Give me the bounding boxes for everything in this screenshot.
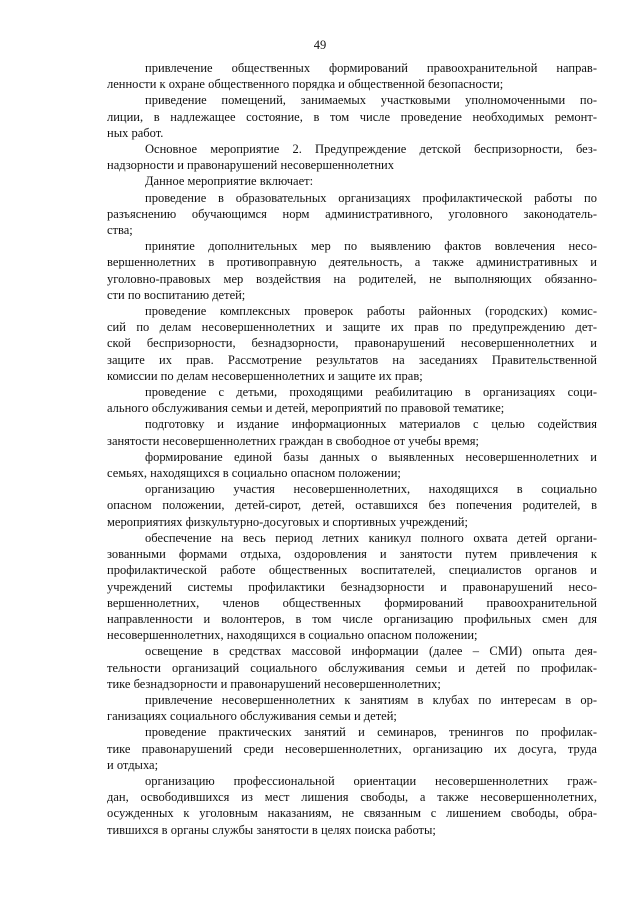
paragraph-line: подготовку и издание информационных материалов с целью содействия	[145, 417, 597, 432]
paragraph	[107, 384, 597, 416]
paragraph	[107, 303, 597, 384]
paragraph	[107, 530, 597, 643]
paragraph-line: дан, освободившихся из мест лишения свободы, а также несовершеннолетних,	[107, 790, 597, 805]
paragraph-line: комиссии по делам несовершеннолетних и защите их прав;	[107, 368, 423, 383]
paragraph	[107, 481, 597, 530]
paragraph-line: обеспечение на весь период летних каникул полного охвата детей органи-	[145, 530, 597, 545]
paragraph-line: привлечение несовершеннолетних к занятиям в клубах по интересам в ор-	[145, 692, 597, 707]
paragraph-line: проведение практических занятий и семинаров, тренингов по профилак-	[145, 725, 597, 740]
paragraph-line: профилактической работе общественных воспитателей, специалистов органов и	[107, 563, 597, 578]
paragraph	[107, 643, 597, 692]
paragraph-line: ской беспризорности, безнадзорности, правонарушений несовершеннолетних и	[107, 336, 597, 351]
paragraph-line: тельности организаций социального обслуживания семьи и детей по профилак-	[107, 660, 597, 675]
paragraph-line: и отдыха;	[107, 757, 159, 772]
paragraph-line: Данное мероприятие включает:	[145, 174, 314, 189]
paragraph-line: уголовно-правовых мер воздействия на родителей, не выполняющих обязанно-	[107, 271, 597, 286]
paragraph-line: проведение в образовательных организациях профилактической работы по	[145, 190, 597, 205]
paragraph-line: семьях, находящихся в социально опасном положении;	[107, 466, 401, 481]
body-text	[107, 60, 597, 838]
paragraph-line: вершеннолетних в противоправную деятельность, а также административных и	[107, 255, 597, 270]
paragraph-line: принятие дополнительных мер по выявлению фактов вовлечения несо-	[145, 239, 597, 254]
paragraph-line: привлечение общественных формирований правоохранительной направ-	[145, 61, 597, 75]
paragraph	[107, 173, 597, 189]
paragraph-line: тившихся в органы службы занятости в целях поиска работы;	[107, 822, 436, 837]
paragraph	[107, 92, 597, 141]
paragraph-line: проведение комплексных проверок работы районных (городских) комис-	[145, 304, 597, 319]
paragraph	[107, 238, 597, 303]
paragraph	[107, 449, 597, 481]
paragraph-line: сий по делам несовершеннолетних и защите их прав по предупреждению дет-	[107, 320, 597, 335]
paragraph-line: приведение помещений, занимаемых участковыми уполномоченными по-	[145, 93, 597, 108]
paragraph-line: ганизациях социального обслуживания семьи и детей;	[107, 709, 397, 724]
paragraph-line: занятости несовершеннолетних граждан в свободное от учебы время;	[107, 433, 479, 448]
paragraph-line: надзорности и правонарушений несовершеннолетних	[107, 158, 394, 173]
paragraph	[107, 141, 597, 173]
paragraph-line: направленности и волонтеров, в том числе организацию профильных смен для	[107, 611, 597, 626]
paragraph	[107, 773, 597, 838]
paragraph-line: Основное мероприятие 2. Предупреждение детской беспризорности, без-	[145, 142, 597, 157]
paragraph-line: лиции, в надлежащее состояние, в том числе проведение необходимых ремонт-	[107, 109, 597, 124]
paragraph	[107, 60, 597, 92]
paragraph-line: несовершеннолетних, находящихся в социально опасном положении;	[107, 628, 478, 643]
paragraph-line: формирование единой базы данных о выявленных несовершеннолетних и	[145, 449, 597, 464]
paragraph-line: ства;	[107, 223, 133, 238]
paragraph-line: ленности к охране общественного порядка и общественной безопасности;	[107, 77, 504, 92]
paragraph	[107, 190, 597, 239]
paragraph-line: учреждений системы профилактики безнадзорности и правонарушений несо-	[107, 579, 597, 594]
paragraph-line: защите их прав. Рассмотрение результатов на заседаниях Правительственной	[107, 352, 597, 367]
paragraph-line: освещение в средствах массовой информации (далее – СМИ) опыта дея-	[145, 644, 597, 659]
paragraph-line: сти по воспитанию детей;	[107, 287, 246, 302]
paragraph	[107, 724, 597, 773]
paragraph	[107, 416, 597, 448]
paragraph	[107, 692, 597, 724]
paragraph-line: зованными формами отдыха, оздоровления и занятости путем привлечения к	[107, 547, 597, 562]
paragraph-line: мероприятиях физкультурно-досуговых и спортивных учреждений;	[107, 514, 468, 529]
paragraph-line: разъяснению обучающимся норм административного, уголовного законодатель-	[107, 206, 597, 221]
paragraph-line: ального обслуживания семьи и детей, мероприятий по правовой тематике;	[107, 401, 505, 416]
paragraph-line: тике правонарушений среди несовершеннолетних, организацию их досуга, труда	[107, 741, 597, 756]
paragraph-line: осужденных к уголовным наказаниям, не связанным с лишением свободы, обра-	[107, 806, 597, 821]
paragraph-line: организацию участия несовершеннолетних, находящихся в социально	[145, 482, 597, 497]
paragraph-line: вершеннолетних, членов общественных формирований правоохранительной	[107, 595, 597, 610]
page-number: 49	[313, 38, 327, 52]
paragraph-line: организацию профессиональной ориентации несовершеннолетних граж-	[145, 773, 597, 788]
paragraph-line: тике безнадзорности и правонарушений несовершеннолетних;	[107, 676, 441, 691]
paragraph-line: проведение с детьми, проходящими реабилитацию в организациях соци-	[145, 385, 597, 400]
paragraph-line: ных работ.	[107, 125, 164, 140]
paragraph-line: опасном положении, детей-сирот, детей, оставшихся без попечения родителей, в	[107, 498, 597, 513]
